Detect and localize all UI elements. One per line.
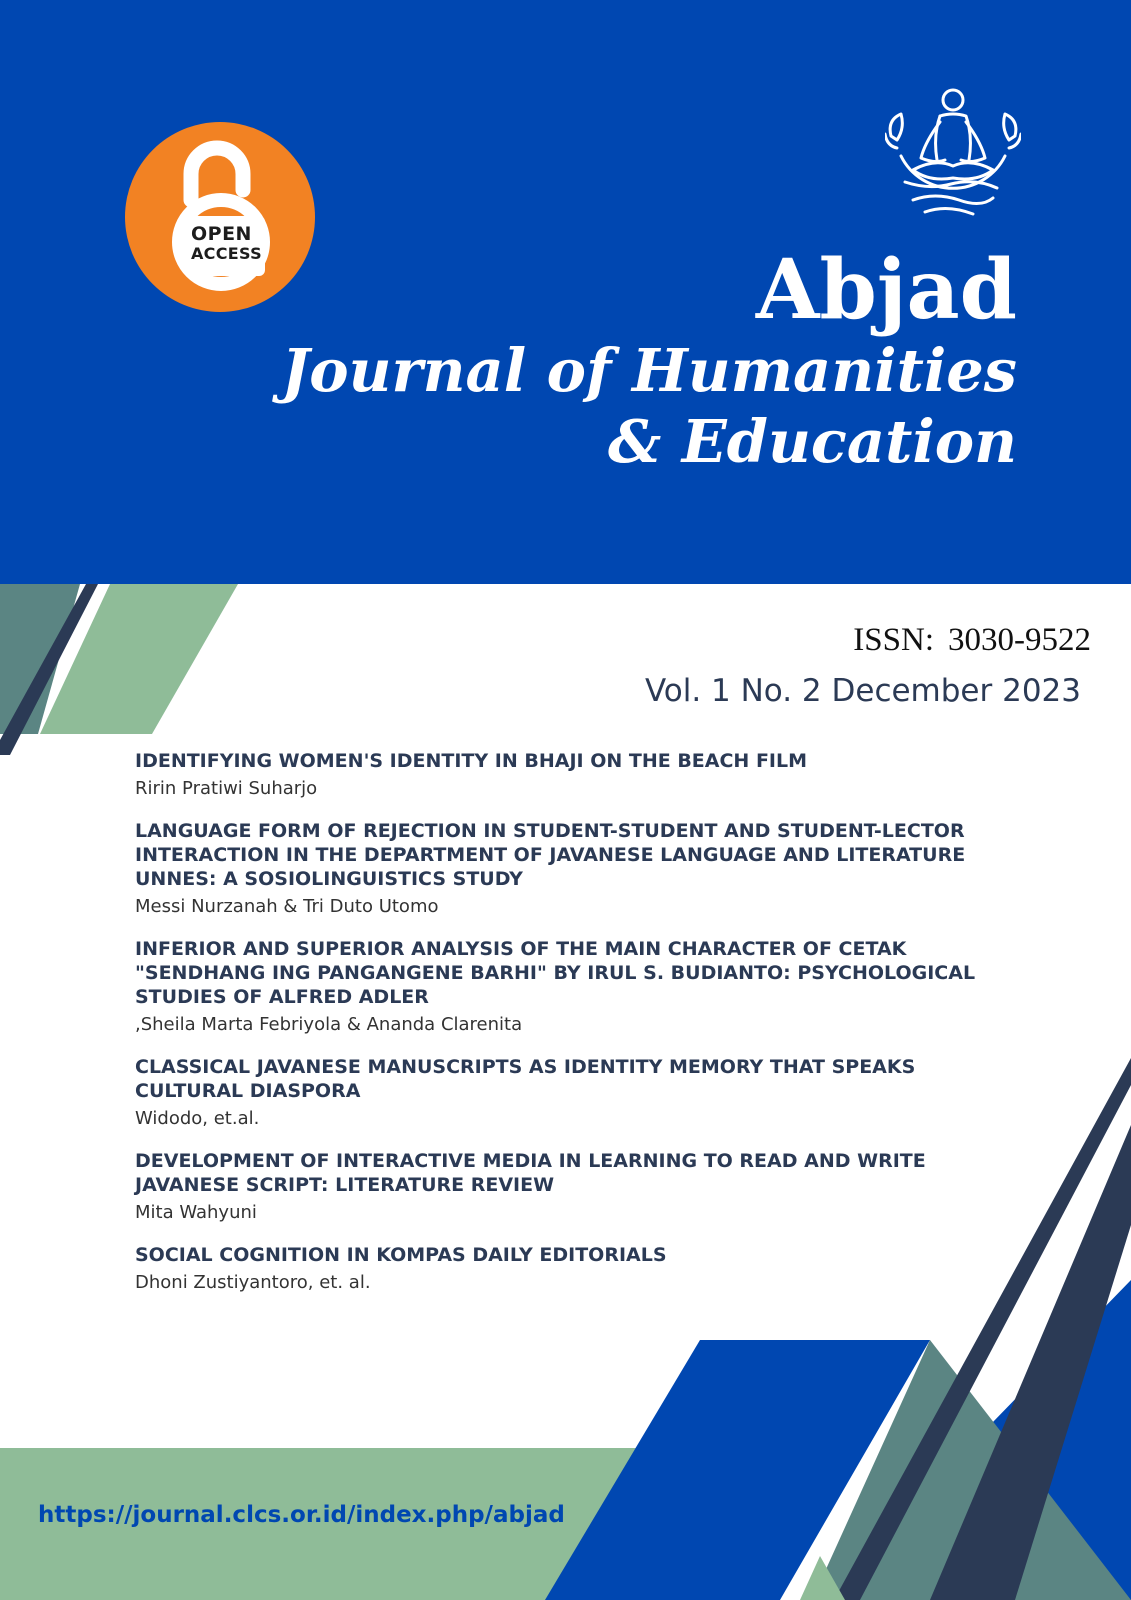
volume-info: Vol. 1 No. 2 December 2023	[644, 673, 1081, 709]
article-title: SOCIAL COGNITION IN KOMPAS DAILY EDITORIALS	[135, 1244, 667, 1266]
article-title: DEVELOPMENT OF INTERACTIVE MEDIA IN LEARNING TO READ AND WRITE JAVANESE SCRIPT: LITERATURE REVIEW	[135, 1150, 926, 1196]
article-authors: ,Sheila Marta Febriyola & Ananda Clarenita	[135, 1014, 523, 1035]
open-access-access-text: ACCESS	[191, 244, 262, 263]
article-item	[135, 1055, 1015, 1131]
issn-label: ISSN:	[853, 622, 934, 658]
meditation-logo-icon	[885, 86, 1021, 230]
article-item	[135, 1149, 1015, 1225]
article-item	[135, 749, 1015, 801]
article-authors: Widodo, et.al.	[135, 1108, 260, 1129]
open-access-open-text: OPEN	[191, 223, 252, 245]
journal-subtitle-line1: Journal of Humanities	[281, 336, 1017, 405]
article-authors: Ririn Pratiwi Suharjo	[135, 778, 318, 799]
journal-title-block	[281, 242, 1017, 477]
issn	[853, 622, 1091, 659]
article-item	[135, 1243, 1015, 1295]
article-title: INFERIOR AND SUPERIOR ANALYSIS OF THE MAIN CHARACTER OF CETAK "SENDHANG ING PANGANGENE BARHI" BY IRUL S. BUDIANTO: PSYCHOLOGICAL STUDIES OF ALFRED ADLER	[135, 938, 976, 1008]
journal-subtitle-line2: & Education	[608, 407, 1017, 476]
article-item	[135, 937, 1015, 1037]
article-title: CLASSICAL JAVANESE MANUSCRIPTS AS IDENTITY MEMORY THAT SPEAKS CULTURAL DIASPORA	[135, 1056, 916, 1102]
article-authors: Dhoni Zustiyantoro, et. al.	[135, 1272, 371, 1293]
journal-url-link[interactable]: https://journal.clcs.or.id/index.php/abjad	[38, 1502, 565, 1528]
article-title: LANGUAGE FORM OF REJECTION IN STUDENT-STUDENT AND STUDENT-LECTOR INTERACTION IN THE DEPARTMENT OF JAVANESE LANGUAGE AND LITERATURE UNNES: A SOSIOLINGUISTICS STUDY	[135, 820, 966, 890]
journal-name: Abjad	[755, 242, 1017, 338]
article-item	[135, 819, 1015, 919]
article-title: IDENTIFYING WOMEN'S IDENTITY IN BHAJI ON THE BEACH FILM	[135, 750, 808, 772]
article-list	[135, 749, 1015, 1313]
issn-number: 3030-9522	[948, 622, 1091, 658]
article-authors: Messi Nurzanah & Tri Duto Utomo	[135, 896, 439, 917]
article-authors: Mita Wahyuni	[135, 1202, 257, 1223]
